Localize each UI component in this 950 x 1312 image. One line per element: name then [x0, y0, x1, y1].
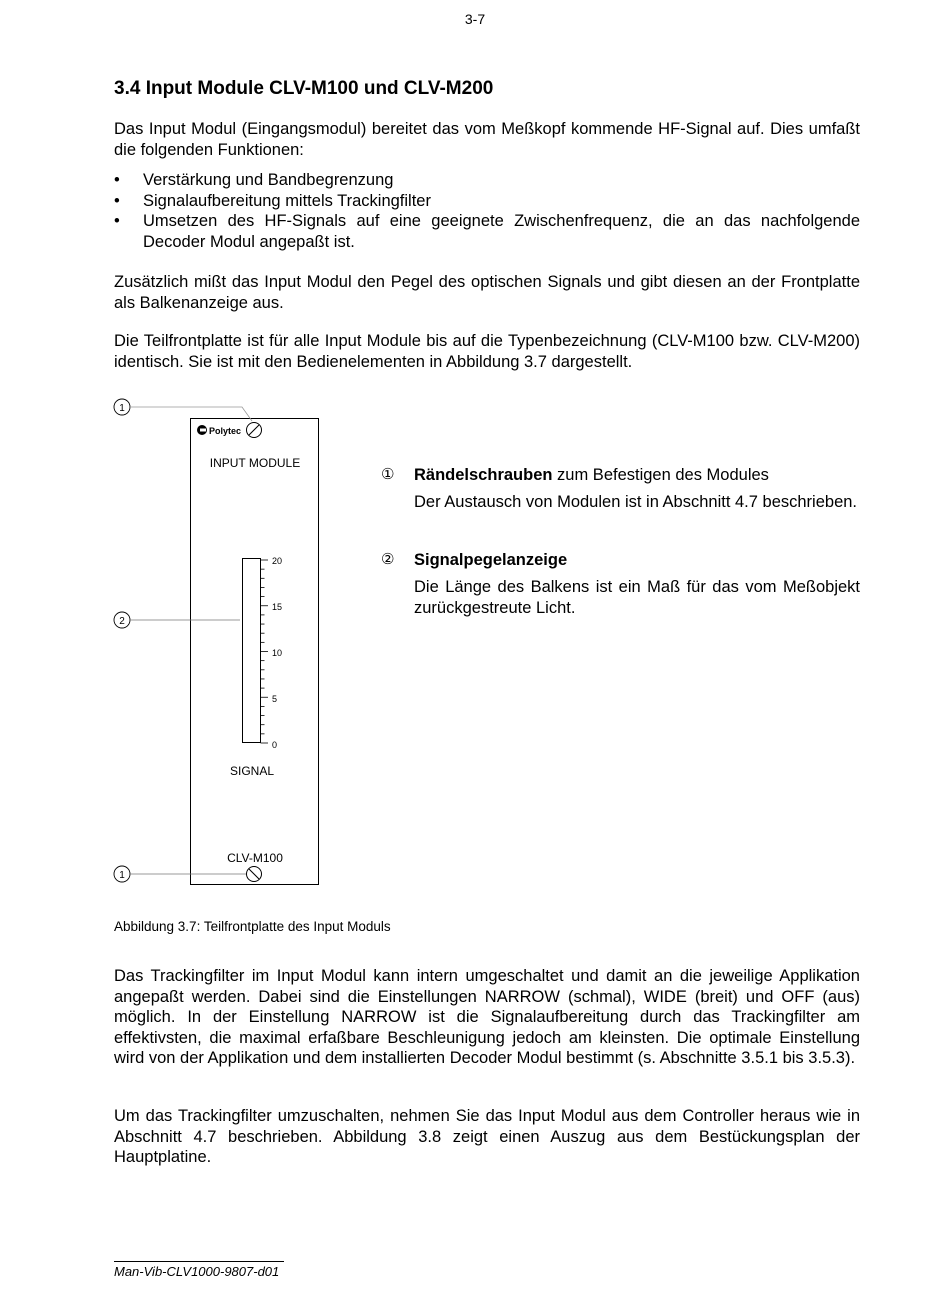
callout-label: 2	[119, 616, 125, 627]
legend-title: Rändelschrauben	[414, 466, 553, 484]
legend-description: Die Länge des Balkens ist ein Maß für das vom Meßobjekt zurückgestreute Licht.	[414, 578, 860, 617]
list-item: • Signalaufbereitung mittels Trackingfilter	[114, 191, 431, 210]
scale-ticks	[261, 560, 269, 743]
callout-marker: ②	[381, 551, 395, 568]
bar-display	[243, 559, 261, 743]
footer-rule	[114, 1261, 284, 1262]
legend-item-screws: ① Rändelschrauben zum Befestigen des Modules Der Austausch von Modulen ist in Abschnitt 4.7 beschrieben.	[381, 465, 860, 535]
figure-caption: Abbildung 3.7: Teilfrontplatte des Input Moduls	[114, 919, 391, 934]
module-label: INPUT MODULE	[209, 456, 301, 470]
document-id: Man-Vib-CLV1000-9807-d01	[114, 1264, 280, 1279]
legend-item-signal-level	[381, 550, 860, 620]
front-panel-paragraph: Die Teilfrontplatte ist für alle Input Module bis auf die Typenbezeichnung (CLV-M100 bzw. CLV-M200) identisch. Sie ist mit den Bedienelementen in Abbildung 3.7 dargestellt.	[114, 332, 860, 371]
legend-description: Der Austausch von Modulen ist in Abschnitt 4.7 beschrieben.	[414, 493, 858, 511]
list-item: • Verstärkung und Bandbegrenzung	[114, 171, 394, 189]
logo-text: Polytec	[209, 426, 242, 436]
bullet-icon: •	[114, 191, 120, 210]
tick-label: 20	[272, 556, 283, 566]
function-list	[114, 170, 860, 252]
tracking-filter-paragraph: Das Trackingfilter im Input Modul kann intern umgeschaltet und damit an die jeweilige Applikation angepaßt werden. Dabei sind die Einstellungen NARROW (schmal), WIDE (breit) und OFF (aus) möglich. In der Einstellung NARROW ist die Signalaufbereitung durch das Trackingfilter am effektivsten, die maximal erfaßbare Beschleunigung jedoch am kleinsten. Die optimale Einstellung wird von der Applikation und dem installierten Decoder Modul bestimmt (s. Abschnitte 3.5.1 bis 3.5.3).	[114, 967, 860, 1067]
intro-paragraph: Das Input Modul (Eingangsmodul) bereitet das vom Meßkopf kommende HF-Signal auf. Dies umfaßt die folgenden Funktionen:	[114, 120, 860, 159]
bullet-icon: •	[114, 212, 120, 230]
tick-label: 5	[272, 694, 278, 704]
model-label: CLV-M100	[227, 851, 283, 865]
signal-label: SIGNAL	[229, 764, 275, 778]
callout-label: 1	[119, 403, 125, 414]
section-heading: 3.4 Input Module CLV-M100 und CLV-M200	[114, 78, 494, 99]
switch-filter-paragraph: Um das Trackingfilter umzuschalten, nehmen Sie das Input Modul aus dem Controller heraus wie in Abschnitt 4.7 beschrieben. Abbildung 3.8 zeigt einen Auszug aus dem Bestückungsplan der Hauptplatine.	[114, 1107, 860, 1166]
bullet-icon: •	[114, 171, 120, 189]
signal-level-paragraph: Zusätzlich mißt das Input Modul den Pegel des optischen Signals und gibt diesen an der Frontplatte als Balkenanzeige aus.	[114, 273, 860, 312]
front-panel-figure	[100, 390, 340, 900]
tick-label: 0	[272, 740, 278, 750]
tick-label: 10	[272, 648, 283, 658]
page-number: 3-7	[464, 11, 486, 27]
legend-title: Signalpegelanzeige	[414, 551, 568, 569]
callout-marker: ①	[381, 466, 395, 483]
list-item: • Umsetzen des HF-Signals auf eine geeignete Zwischenfrequenz, die an das nachfolgende Decoder Modul angepaßt ist.	[114, 212, 860, 251]
callout-label: 1	[119, 870, 125, 881]
tick-label: 15	[272, 602, 283, 612]
